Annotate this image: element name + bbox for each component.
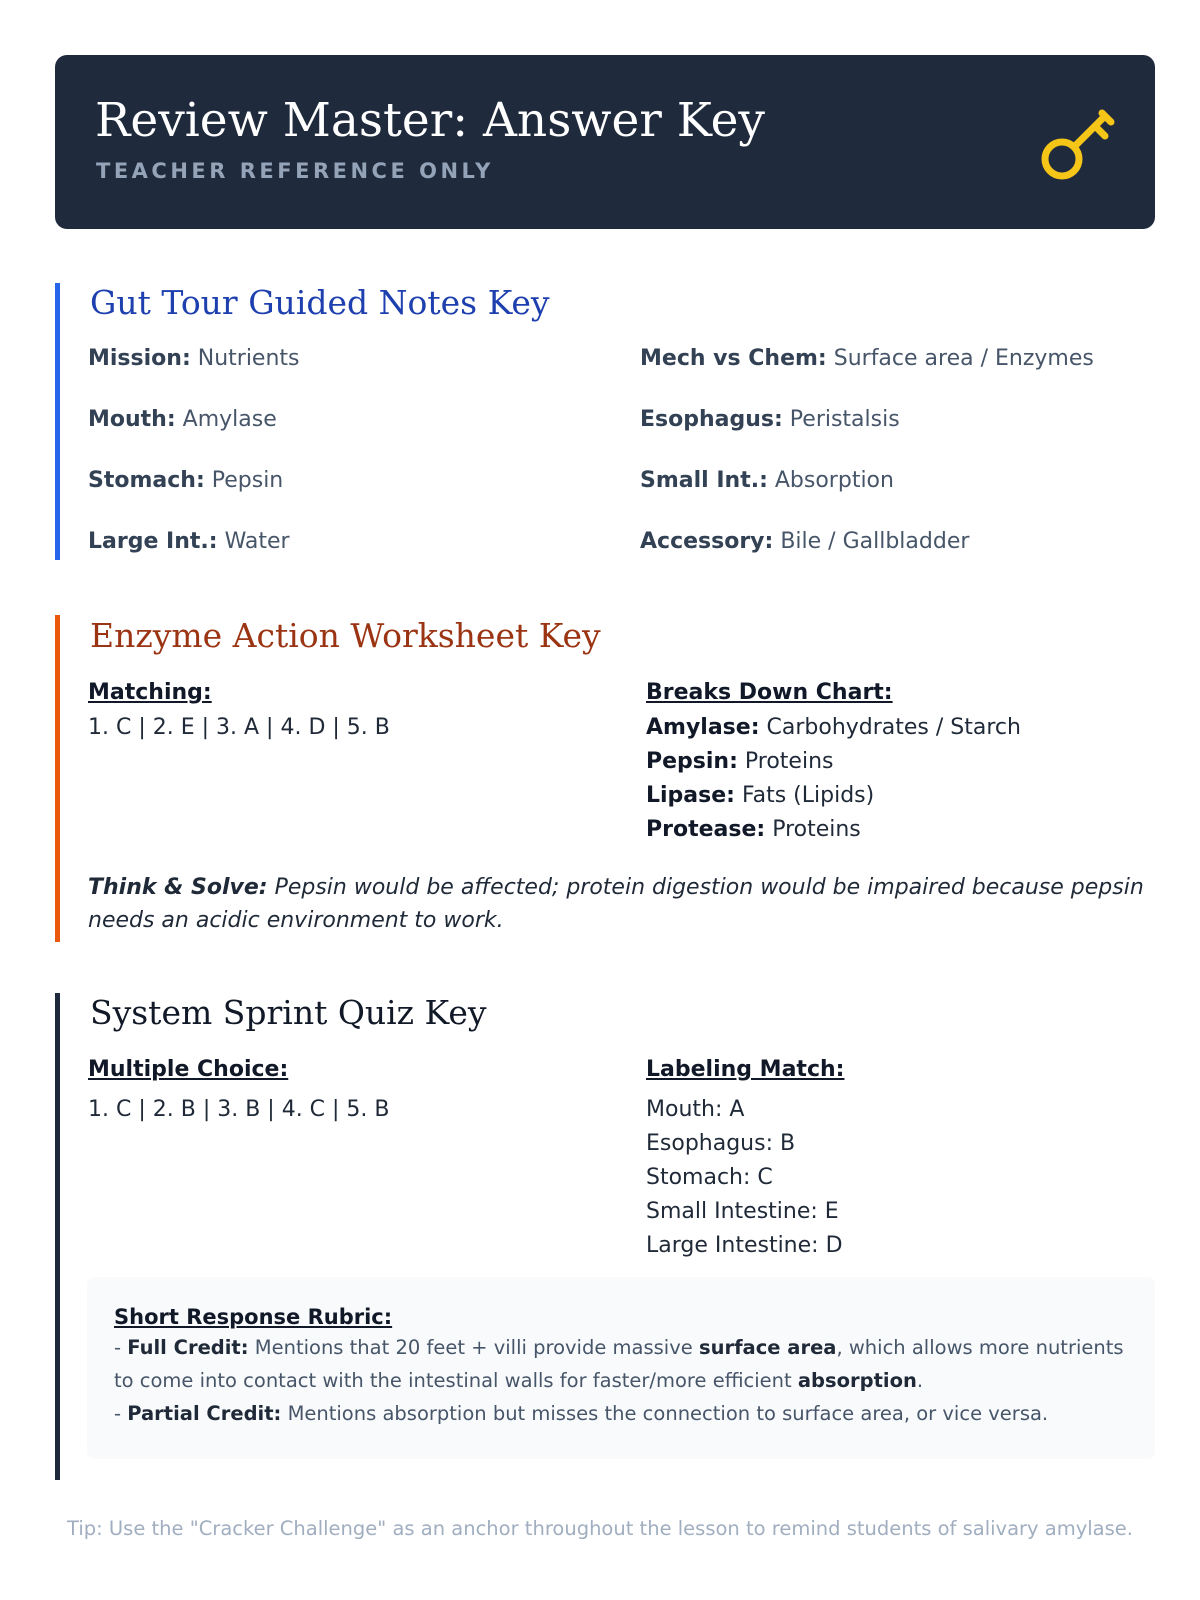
rubric-heading: Short Response Rubric: (114, 1305, 393, 1329)
gut-item-accessory: Accessory: Bile / Gallbladder (640, 529, 970, 554)
rubric-partial-credit: - Partial Credit: Mentions absorption but misses the connection to surface area, or vice versa. (114, 1402, 1049, 1425)
labeling-match-list (646, 1093, 843, 1263)
gut-item-esophagus: Esophagus: Peristalsis (640, 407, 900, 432)
labeling-item: Small Intestine: E (646, 1199, 839, 1224)
multiple-choice-heading: Multiple Choice: (88, 1057, 289, 1082)
breaks-down-chart (646, 711, 1021, 847)
quiz-title: System Sprint Quiz Key (90, 993, 487, 1032)
chart-row: Pepsin: Proteins (646, 749, 834, 774)
key-icon (1035, 101, 1121, 187)
labeling-item: Mouth: A (646, 1097, 745, 1122)
gut-item-small-int: Small Int.: Absorption (640, 468, 894, 493)
labeling-item: Esophagus: B (646, 1131, 796, 1156)
gut-item-mouth: Mouth: Amylase (88, 407, 277, 432)
chart-row: Lipase: Fats (Lipids) (646, 783, 875, 808)
chart-row: Amylase: Carbohydrates / Starch (646, 715, 1021, 740)
gut-item-mech-chem: Mech vs Chem: Surface area / Enzymes (640, 346, 1094, 371)
short-response-rubric (87, 1277, 1155, 1459)
enzyme-title: Enzyme Action Worksheet Key (90, 616, 601, 655)
footer-tip: Tip: Use the "Cracker Challenge" as an anchor throughout the lesson to remind students of salivary amylase. (67, 1517, 1133, 1540)
chart-row: Protease: Proteins (646, 817, 861, 842)
breaks-down-chart-heading: Breaks Down Chart: (646, 680, 893, 705)
think-and-solve: Think & Solve: Pepsin would be affected; protein digestion would be impaired because pepsin needs an acidic environment to work. (88, 875, 1144, 933)
matching-answers: 1. C | 2. E | 3. A | 4. D | 5. B (88, 715, 390, 740)
matching-heading: Matching: (88, 680, 212, 705)
labeling-item: Stomach: C (646, 1165, 773, 1190)
gut-item-mission: Mission: Nutrients (88, 346, 300, 371)
rubric-full-credit: - Full Credit: Mentions that 20 feet + villi provide massive surface area, which allows more nutrients to come into contact with the intestinal walls for faster/more efficient absorption. (114, 1336, 1124, 1392)
multiple-choice-answers: 1. C | 2. B | 3. B | 4. C | 5. B (88, 1097, 390, 1122)
gut-item-large-int: Large Int.: Water (88, 529, 290, 554)
labeling-match-heading: Labeling Match: (646, 1057, 845, 1082)
labeling-item: Large Intestine: D (646, 1233, 843, 1258)
header-banner (55, 55, 1155, 229)
page-subtitle: TEACHER REFERENCE ONLY (96, 159, 494, 183)
gut-item-stomach: Stomach: Pepsin (88, 468, 284, 493)
page-title: Review Master: Answer Key (95, 93, 765, 148)
gut-tour-title: Gut Tour Guided Notes Key (90, 283, 550, 322)
